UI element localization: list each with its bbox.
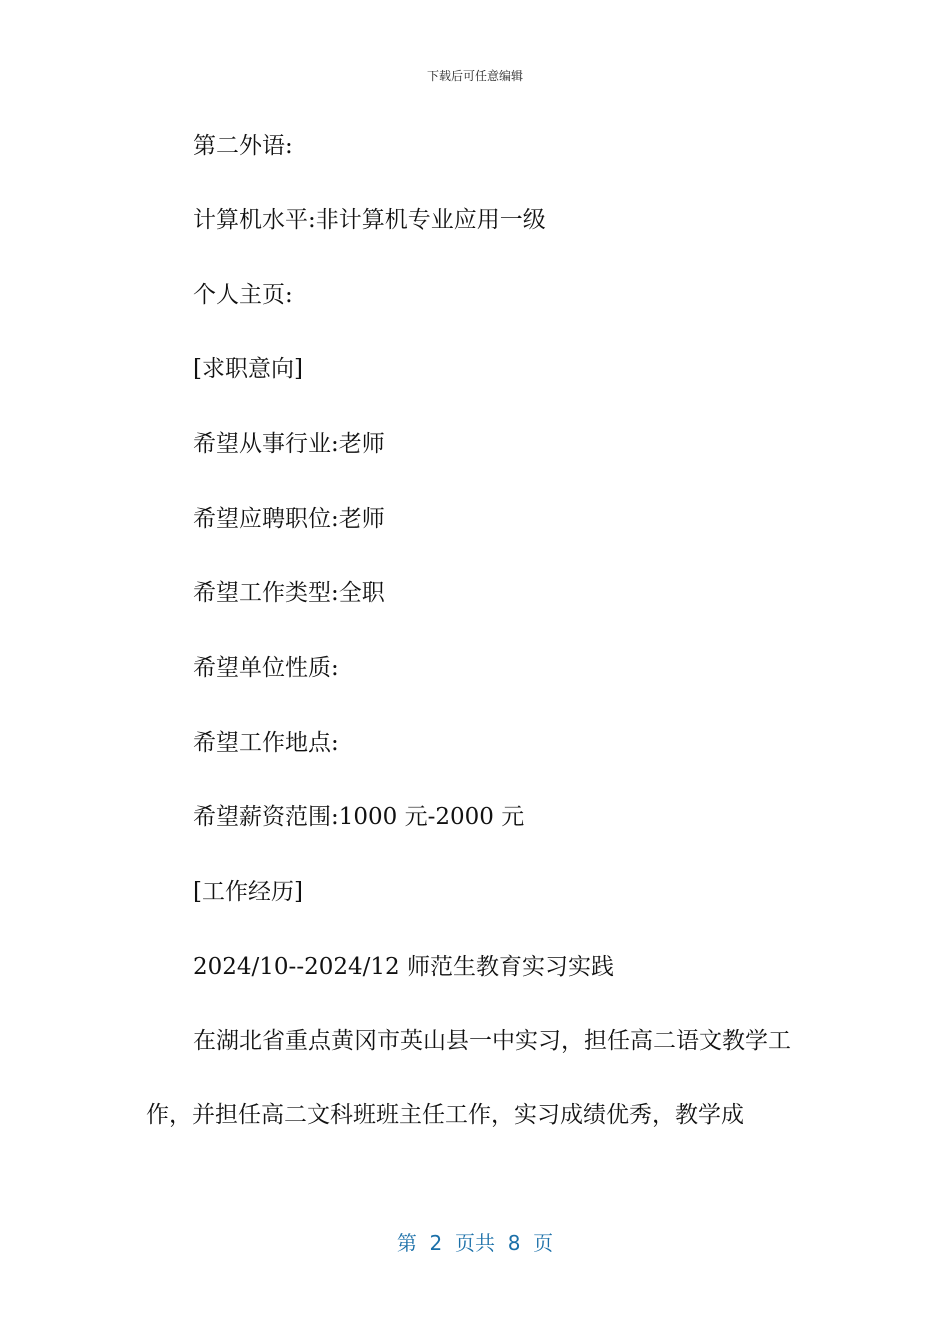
desired-position-line: 希望应聘职位:老师 [193,506,385,532]
job-intention-heading: [求职意向] [193,356,303,382]
desired-location-line: 希望工作地点: [193,730,339,756]
internship-period-line: 2024/10--2024/12 师范生教育实习实践 [193,954,614,980]
desired-industry-line: 希望从事行业:老师 [193,431,385,457]
page-header-note: 下载后可任意编辑 [426,69,523,83]
computer-level-line: 计算机水平:非计算机专业应用一级 [193,207,546,233]
homepage-line: 个人主页: [193,282,293,308]
work-experience-heading: [工作经历] [193,879,303,905]
page-number-text: 第 2 页共 8 页 [396,1231,554,1255]
desired-employer-type-line: 希望单位性质: [193,655,339,681]
page-number-footer [0,1227,950,1256]
internship-description-paragraph: 在湖北省重点黄冈市英山县一中实习，担任高二语文教学工作，并担任高二文科班班主任工作，实习成绩优秀，教学成 [146,1028,791,1128]
second-language-line: 第二外语: [193,133,293,159]
desired-salary-line: 希望薪资范围:1000 元-2000 元 [193,804,525,830]
desired-job-type-line: 希望工作类型:全职 [193,580,385,606]
